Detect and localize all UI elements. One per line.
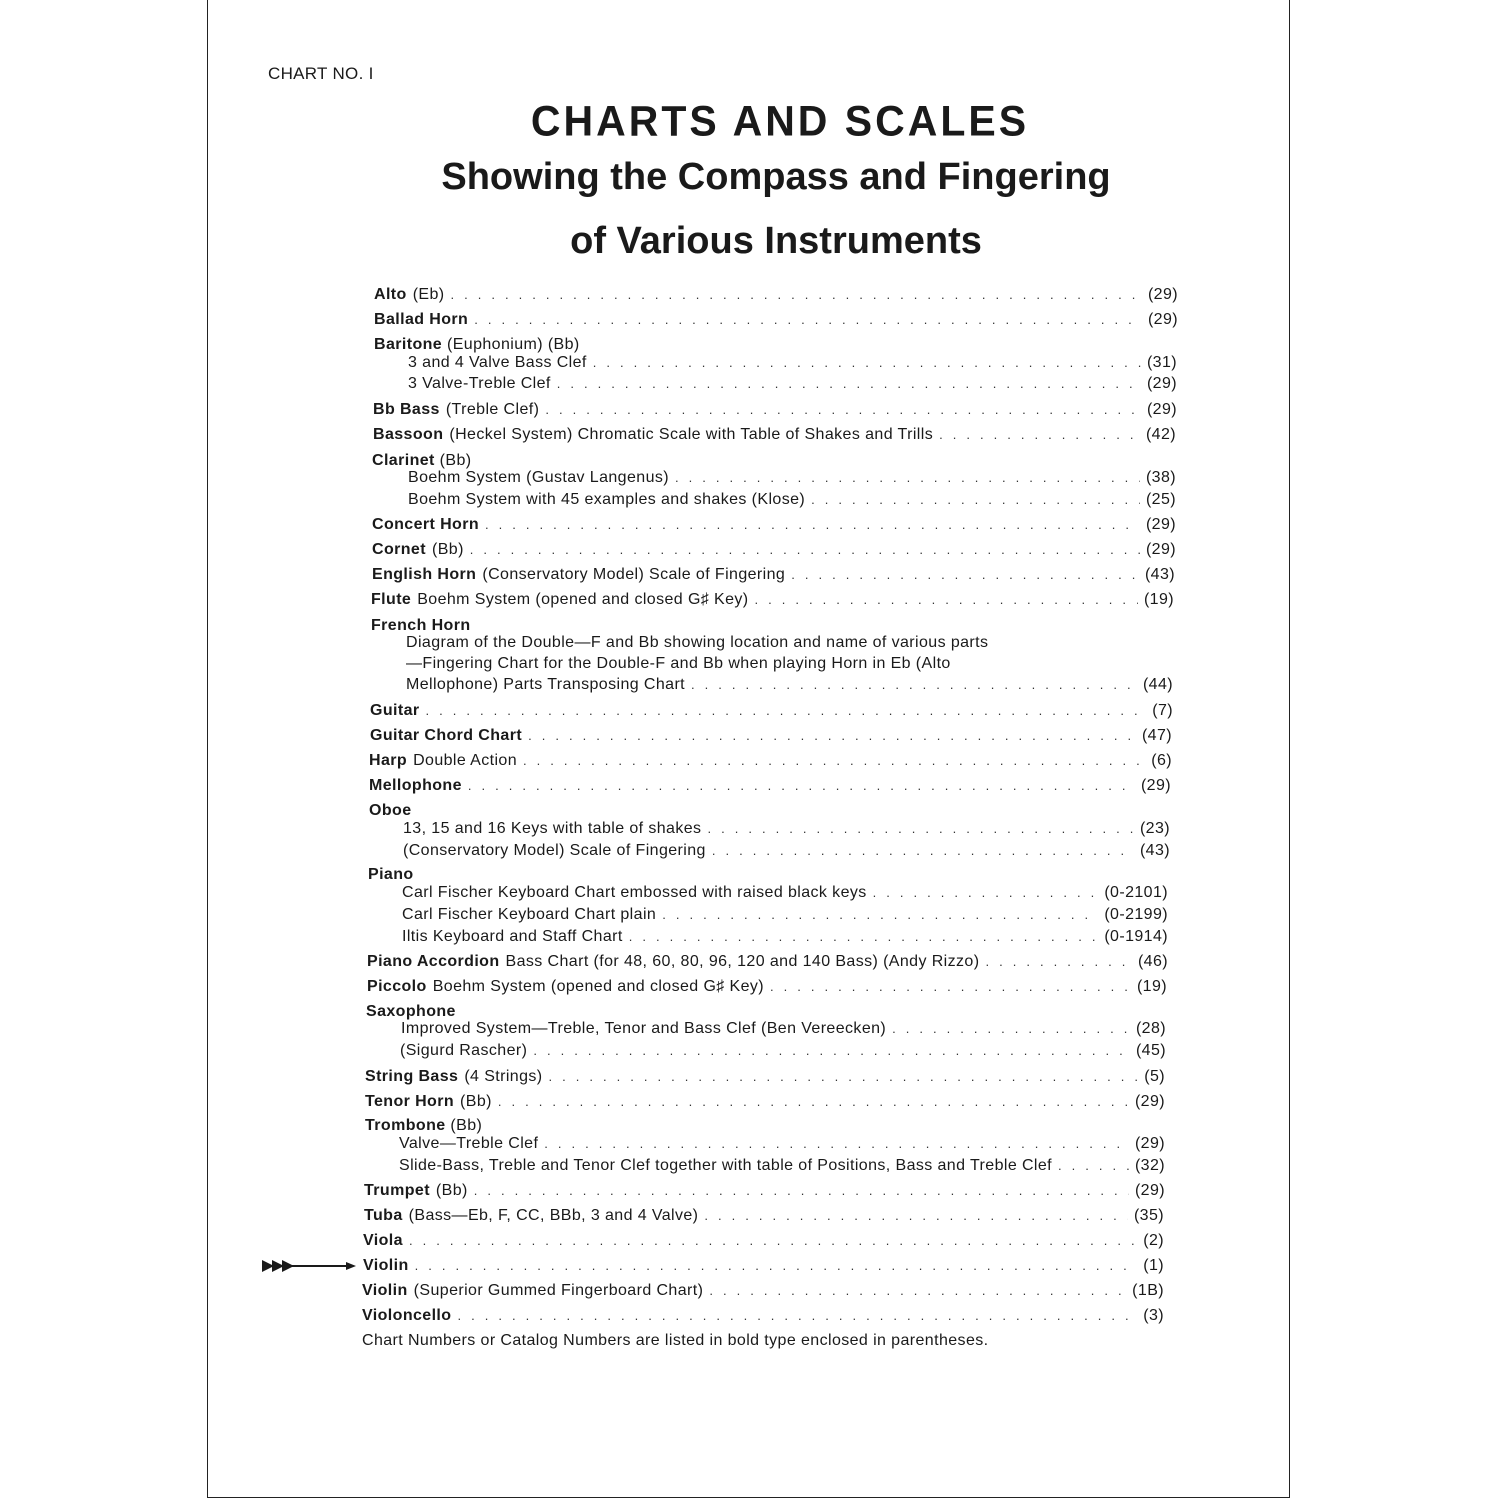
entry-desc: Improved System—Treble, Tenor and Bass Clef (Ben Vereecken) [401,1020,887,1037]
entry-desc: 13, 15 and 16 Keys with table of shakes [403,820,702,837]
entry-name: Tenor Horn [365,1093,455,1110]
entry-number: (3) [1143,1307,1164,1324]
entry-number: (31) [1146,354,1177,371]
entry-desc: Boehm System (Gustav Langenus) [408,469,670,486]
toc-subentry-baritone-3-4-valve[interactable] [408,352,1177,374]
entry-desc: (Bb) [439,452,472,469]
entry-name: Trumpet [364,1182,430,1199]
toc-entry-harp[interactable] [369,750,1172,772]
entry-desc: Boehm System (opened and closed G♯ Key) [432,978,765,995]
toc-entry-bb-bass[interactable] [373,399,1177,421]
entry-desc: Double Action [413,752,517,769]
entry-name: Clarinet [372,452,435,469]
entry-number: (32) [1134,1157,1165,1174]
entry-desc: Carl Fischer Keyboard Chart plain [402,906,657,923]
entry-number: (42) [1145,426,1176,443]
toc-entry-bassoon[interactable] [373,424,1176,446]
entry-desc: Slide-Bass, Treble and Tenor Clef together with table of Positions, Bass and Treble Clef [399,1157,1053,1174]
page-title: CHARTS AND SCALES [530,96,1030,146]
toc-subentry-trombone-valve[interactable] [399,1133,1165,1155]
toc-subentry-saxophone-rascher[interactable] [400,1040,1166,1062]
toc-entry-violin[interactable] [363,1255,1164,1277]
entry-desc: Boehm System with 45 examples and shakes (Klose) [408,491,806,508]
entry-name: Concert Horn [372,516,480,533]
entry-name: Piano Accordion [367,953,500,970]
entry-number: (43) [1144,566,1175,583]
entry-desc: (Bass—Eb, F, CC, BBb, 3 and 4 Valve) [408,1207,699,1224]
entry-desc: Carl Fischer Keyboard Chart embossed with raised black keys [402,884,867,901]
leader-dots [468,775,1135,797]
entry-desc: (Superior Gummed Fingerboard Chart) [413,1282,704,1299]
entry-number: (5) [1144,1068,1165,1085]
entry-name: Alto [374,286,407,303]
entry-number: (29) [1140,777,1171,794]
entry-number: (46) [1137,953,1168,970]
toc-entry-mellophone[interactable] [369,775,1171,797]
toc-subentry-piano-embossed[interactable] [402,882,1168,904]
entry-number: (0-2101) [1104,884,1168,901]
entry-name: Mellophone [369,777,462,794]
toc-entry-tenor-horn[interactable] [365,1091,1165,1113]
toc-entry-viola[interactable] [363,1230,1164,1252]
toc-subentry-french-horn-diagram [406,632,988,654]
toc-entry-violoncello[interactable] [362,1305,1164,1327]
entry-name: Viola [363,1232,403,1249]
entry-desc: (Bb) [460,1093,492,1110]
entry-name: Oboe [369,802,412,819]
entry-name: Cornet [372,541,426,558]
leader-dots [704,1205,1128,1227]
leader-dots [426,700,1147,722]
entry-number: (29) [1146,375,1177,392]
entry-desc: (4 Strings) [464,1068,543,1085]
chart-number: CHART NO. I [268,64,374,83]
entry-name: Trombone [365,1117,446,1134]
toc-entry-ballad-horn[interactable] [374,309,1178,331]
entry-number: (2) [1143,1232,1164,1249]
entry-number: (29) [1147,311,1178,328]
entry-name: Tuba [364,1207,403,1224]
entry-desc: 3 and 4 Valve Bass Clef [408,354,587,371]
toc-entry-trumpet[interactable] [364,1180,1165,1202]
leader-dots [662,904,1098,926]
leader-dots [545,399,1141,421]
entry-desc: (Heckel System) Chromatic Scale with Table of Shakes and Trills [449,426,934,443]
leader-dots [533,1040,1130,1062]
entry-name: French Horn [371,617,471,634]
toc-subentry-clarinet-klose[interactable] [408,489,1176,511]
entry-desc: —Fingering Chart for the Double-F and Bb when playing Horn in Eb (Alto [406,655,951,672]
entry-desc: (Bb) [431,541,464,558]
leader-dots [675,467,1140,489]
leader-dots [770,976,1131,998]
entry-number: (44) [1142,676,1173,693]
entry-name: English Horn [372,566,477,583]
entry-desc: 3 Valve-Treble Clef [408,375,551,392]
toc-entry-guitar-chord-chart[interactable] [370,725,1172,747]
page-subtitle-2: of Various Instruments [570,220,982,262]
toc-subentry-piano-plain[interactable] [402,904,1168,926]
toc-subentry-french-horn-transposing[interactable] [406,674,1173,696]
leader-dots [593,352,1141,374]
leader-dots [892,1018,1130,1040]
toc-subentry-french-horn-fingering [406,653,951,675]
entry-desc: Mellophone) Parts Transposing Chart [406,676,686,693]
entry-number: (29) [1134,1093,1165,1110]
leader-dots [755,589,1138,611]
entry-desc: (Sigurd Rascher) [400,1042,528,1059]
entry-number: (47) [1141,727,1172,744]
leader-dots [470,539,1140,561]
entry-number: (1B) [1132,1282,1164,1299]
leader-dots [528,725,1136,747]
leader-dots [629,926,1099,948]
entry-number: (0-1914) [1104,928,1168,945]
entry-number: (25) [1145,491,1176,508]
leader-dots [557,373,1141,395]
arrow-right-icon [262,1258,358,1274]
toc-subentry-oboe-conservatory[interactable] [403,840,1170,862]
leader-dots [409,1230,1137,1252]
leader-dots [707,818,1133,840]
entry-number: (38) [1145,469,1176,486]
entry-number: (19) [1143,591,1174,608]
leader-dots [691,674,1137,696]
toc-subentry-baritone-3-valve[interactable] [408,373,1177,395]
toc-entry-piano-accordion[interactable] [367,951,1168,973]
entry-number: (29) [1134,1135,1165,1152]
leader-dots [1058,1155,1129,1177]
leader-dots [415,1255,1138,1277]
entry-desc: (Eb) [412,286,445,303]
entry-name: Violin [363,1257,409,1274]
entry-number: (43) [1139,842,1170,859]
entry-name: Guitar Chord Chart [370,727,523,744]
leader-dots [474,1180,1129,1202]
entry-number: (0-2199) [1104,906,1168,923]
leader-dots [523,750,1145,772]
entry-number: (29) [1134,1182,1165,1199]
leader-dots [709,1280,1126,1302]
entry-desc: (Treble Clef) [445,401,540,418]
footnote: Chart Numbers or Catalog Numbers are listed in bold type enclosed in parentheses. [362,1332,989,1349]
leader-dots [791,564,1139,586]
entry-name: Baritone [374,336,443,353]
toc-entry-flute[interactable] [371,589,1174,611]
entry-desc: (Bb) [450,1117,483,1134]
toc-subentry-oboe-keys[interactable] [403,818,1170,840]
leader-dots [985,951,1131,973]
toc-entry-violin-gummed[interactable] [362,1280,1164,1302]
toc-entry-english-horn[interactable] [372,564,1175,586]
entry-name: Violin [362,1282,408,1299]
leader-dots [498,1091,1129,1113]
leader-dots [939,424,1140,446]
entry-desc: (Bb) [435,1182,468,1199]
entry-number: (29) [1145,516,1176,533]
entry-number: (35) [1133,1207,1164,1224]
entry-desc: Bass Chart (for 48, 60, 80, 96, 120 and 140 Bass) (Andy Rizzo) [505,953,980,970]
toc-subentry-saxophone-vereecken[interactable] [401,1018,1166,1040]
leader-dots [873,882,1099,904]
toc-entry-alto[interactable] [374,284,1178,306]
entry-number: (28) [1135,1020,1166,1037]
entry-name: Guitar [370,702,420,719]
entry-name: Flute [371,591,412,608]
entry-number: (29) [1146,401,1177,418]
entry-name: String Bass [365,1068,459,1085]
toc-entry-string-bass[interactable] [365,1066,1165,1088]
entry-desc: Boehm System (opened and closed G♯ Key) [417,591,749,608]
leader-dots [474,309,1142,331]
leader-dots [712,840,1134,862]
entry-desc: Diagram of the Double—F and Bb showing location and name of various parts [406,634,989,651]
entry-desc: Iltis Keyboard and Staff Chart [402,928,623,945]
entry-name: Piano [368,866,414,883]
toc-subentry-clarinet-langenus[interactable] [408,467,1176,489]
toc-subentry-piano-iltis[interactable] [402,926,1168,948]
toc-entry-tuba[interactable] [364,1205,1164,1227]
leader-dots [549,1066,1139,1088]
entry-number: (7) [1152,702,1173,719]
toc-subentry-trombone-slide[interactable] [399,1155,1165,1177]
entry-number: (29) [1147,286,1178,303]
toc-entry-concert-horn[interactable] [372,514,1176,536]
leader-dots [811,489,1140,511]
entry-name: Bassoon [373,426,444,443]
entry-number: (29) [1145,541,1176,558]
entry-name: Saxophone [366,1003,456,1020]
entry-number: (19) [1136,978,1167,995]
entry-number: (6) [1151,752,1172,769]
entry-desc: (Euphonium) (Bb) [446,336,580,353]
entry-desc: (Conservatory Model) Scale of Fingering [482,566,786,583]
entry-number: (1) [1143,1257,1164,1274]
toc-entry-piccolo[interactable] [367,976,1167,998]
entry-desc: (Conservatory Model) Scale of Fingering [403,842,706,859]
entry-name: Bb Bass [373,401,440,418]
leader-dots [485,514,1140,536]
entry-desc: Valve—Treble Clef [399,1135,539,1152]
leader-dots [544,1133,1129,1155]
entry-number: (23) [1139,820,1170,837]
entry-name: Piccolo [367,978,427,995]
entry-number: (45) [1135,1042,1166,1059]
page-subtitle: Showing the Compass and Fingering [441,156,1111,198]
entry-name: Harp [369,752,408,769]
entry-name: Violoncello [362,1307,452,1324]
leader-dots [451,284,1142,306]
toc-entry-guitar[interactable] [370,700,1173,722]
leader-dots [457,1305,1137,1327]
entry-name: Ballad Horn [374,311,469,328]
toc-entry-cornet[interactable] [372,539,1176,561]
